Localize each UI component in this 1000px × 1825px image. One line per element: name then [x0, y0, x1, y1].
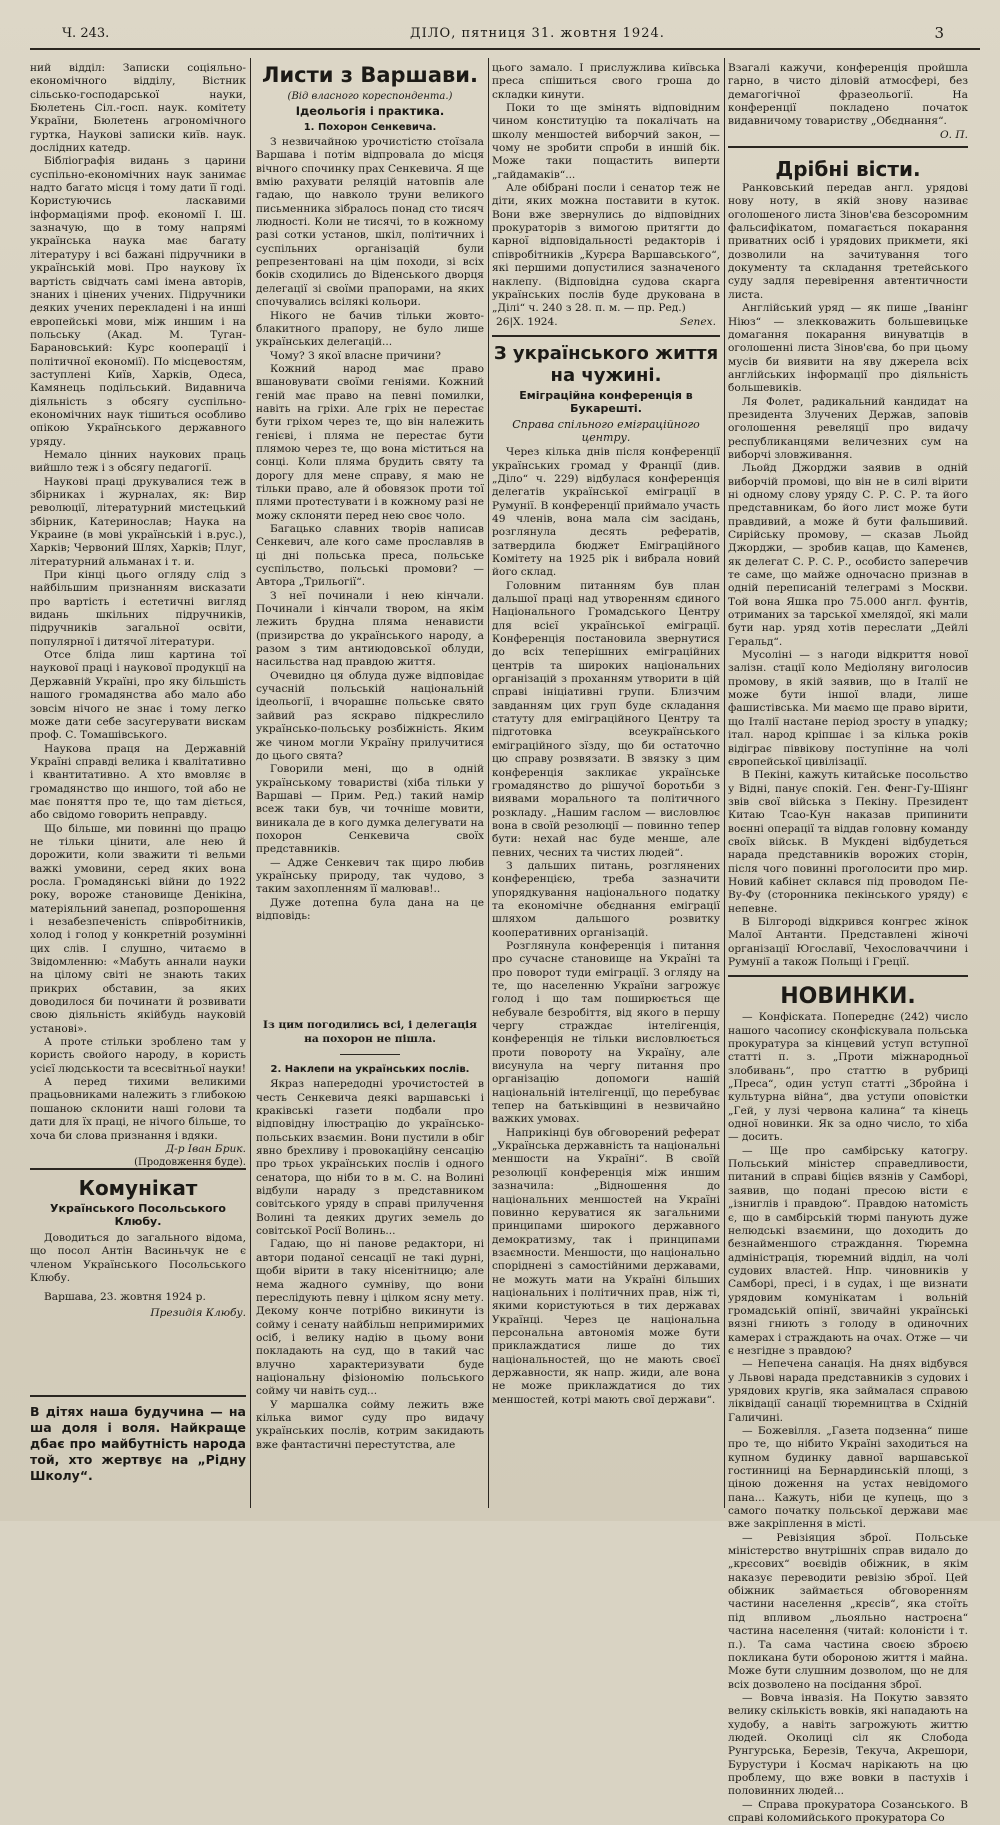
paragraph: Що більше, ми повинні що працю не тільки цінити, але нею й дорожити, коли зважити ті вельми важкі умовини, серед яких вона росла. Громадянські війни до 1922 року, вороже становище Денікіна, матеріяльний занепад, розпорошення і незабезпеченість співробітників, холод і голод у конкретній розумінні цих слів. І слушно, читаємо в Звідомленню: «Мабуть аннали науки на цілому світі не знають таких прикрих обставин, за яких доводилося би починати й розвивати свою діяльність якійбудь науковій установі». — [30, 822, 246, 1035]
paragraph: Дуже дотепна була дана на це відповідь: — [256, 896, 484, 922]
paragraph: Через кілька днів після конференції українських громад у Франції (див. „Діло“ ч. 229) відбулася конференція делегатів української еміграції в Румунії. В конференції приймало участь 49 членів, вона мала сім засідань, розглянула десять рефератів, затвердила бюджет Еміграційного Комітету на 1925 рік і вибрала новий його склад. — [492, 446, 720, 579]
article-date: 26|X. 1924. — [496, 315, 558, 328]
paragraph: Багацько славних творів написав Сенкевич, але кого саме прославляв в ці дні польська преса, польське суспільство, польські промови? — Автора „Трильогії“. — [256, 523, 484, 589]
divider — [728, 975, 968, 977]
divider — [340, 1054, 400, 1055]
issue-number: Ч. 243. — [62, 26, 110, 41]
kommunikat-subtitle: Українського Посольського Клюбу. — [50, 1202, 226, 1228]
news-item: Ранковський передав англ. урядові нову ноту, в якій знову називає оголошеного листа Зінов'єва безсоромним фальсифікатом, помагається покарання приватних осіб і урядових прикмети, які дозволили на зачитування того документу та складання третейського суду задля перевірення автентичности листа. — [728, 182, 968, 301]
paragraph: ний відділ: Записки соціяльно-економічного відділу, Вістник сільсько-господарської науки, Бюлетень Сіл.-госп. наук. комітету України, Бюлетень агрономічного гуртка, Наукові записки київ. наук. дослідних катедр. — [30, 62, 246, 155]
closing-line: Із цим погодились всі, і делегація на похорон не пішла. — [263, 1019, 477, 1045]
article-subtitle-2: Справа спільного еміграційного центру. — [512, 417, 700, 444]
kommunikat-signature: Президія Клюбу. — [150, 1306, 246, 1319]
news-item: — Справа прокуратора Созанського. В справі коломийського прокуратора Со — [728, 1798, 968, 1824]
byline: (Від власного кореспондента.) — [287, 91, 453, 102]
paragraph: цього замало. І прислужлива київська преса спішиться свого гроша до складки кинути. — [492, 62, 720, 101]
news-item: Мусоліні — з нагоди відкриття нової залізн. стації коло Медіоляну виголосив промову, в якій заявив, що в Італії не може бути іншої влади, лише фашистівська. Ми маємо ще право вірити, що Італії настане період зросту в упадку; італ. народ кріпшає і за кілька років відіграє піввікову поступінне на чолі європейської цивілізації. — [728, 649, 968, 768]
paragraph: При кінці цього огляду слід з найбільшим признанням висказати про вартість і естетичні вигляд видань шкільних підручників, підручників загальної освіти, популярної і дитячої літератури. — [30, 569, 246, 648]
divider — [30, 1168, 246, 1170]
paragraph: Розглянула конференція і питання про сучасне становище на Україні та про поворот туди еміграції. З огляду на те, що населенню України загрожує голод і що там поширюється ще небувале безробіття, від якого в першу чергу страждає інтелігенція, конференція не тільки висловлюється проти повороту на Україну, але висунула на чергу питання про організацію допомоги нашій національній інтелігенції, що перебуває тепер на батьківщині в незвичайно важких умовах. — [492, 939, 720, 1126]
page-number: 3 — [934, 24, 944, 42]
page-header — [30, 22, 980, 46]
paragraph: Немало цінних наукових праць вийшло теж і з обсягу педагогії. — [30, 448, 246, 475]
paragraph: Бібліографія видань з царини суспільно-економічних наук занимає надто багато місця і тому дати її годі. Користуючись ласкавими інформаціями проф. економії І. Ш. зазначую, що в тому напрямі українська наука має багату літературу і всі бажані підручники в українській мові. Про наукову їх вартість свідчать самі імена авторів, знаних і цінених учених. Підручники деяких учених перекладені і на инші европейські мови, між иншим і на польську (Акад. М. Туган-Барановський: Курс кооперації і політичної економії). По місцевостям, заступлені Київ, Харків, Одеса, Камянець подільський. Видавнича діяльність з обсягу суспільно-економічних наук тішиться особливо опікою Українського державного уряду. — [30, 155, 246, 448]
paragraph: Поки то ще змінять відповідним чином конституцію та покалічать на школу меншостей виборчий закон, — чому не зробити спроби в иншій бік. Може таки пощастить виперти „гайдамаків“... — [492, 102, 720, 181]
news-item: В Пекіні, кажуть китайське посольство у Відні, панує спокій. Ген. Фенг-Гу-Шіянг звів свої війська з Пекіну. Президент Китаю Тсао-Кун наказав припинити воєнні операції та віддав головну команду своїх військ. В Мукдені відбудеться нарада представників ворожих сторін, після чого повинні проголосити про мир. Новий кабінет склався під проводом Пе-Ву-Фу (сторонника пекінського уряду) є непевне. — [728, 769, 968, 915]
news-item: Ля Фолет, радикальний кандидат на президента Злучених Держав, заповів оголошення ревеляції про видачу республиканцями величезних сум на виборчі зловживання. — [728, 395, 968, 461]
news-item: — Вовча інвазія. На Покутю завзято велику скількість вовків, які нападають на худобу, а навіть загрожують життю людей. Околиці сіл як Слобода Рунгурська, Березів, Текуча, Акрешори, Бурустури і Космач нарікають на цю проблему, що вже вовки в пастухів і половинних людей... — [728, 1691, 968, 1798]
section-heading: 1. Похорон Сенкевича. — [303, 121, 437, 133]
divider — [30, 1395, 246, 1397]
article-footer — [492, 316, 720, 329]
censored-blank — [256, 923, 484, 1019]
paragraph: З незвичайною урочистістю стоїзала Варшава і потім відпровала до місця вічного спочинку прах Сенкевича. Я ще вмію рахувати реляцій натовпів але гадаю, що навколо труни великого письменника зібралось понад сто тисяч людності. Коли не тисячі, то в кожному разі сотки установ, шкіл, політичних і суспільних організацій були репрезентовані на цім походи, зі всіх боків сходились до Віденського дворця делегації зі своїми прапорами, на яких спочувались всілякі кольори. — [256, 136, 484, 309]
article-subtitle: Еміграційна конференція в Букарешті. — [519, 388, 693, 416]
kommunikat-text: Доводиться до загального відома, що посол Антін Васиньчук не є членом Українського Посольського Клюбу. — [30, 1232, 246, 1285]
paragraph: Говорили мені, що в одній українському товаристві (хіба тільки у Варшаві — Прим. Ред.) такий намір всеж таки був, чи точніше мовити, виникала де в кого думка делегувати на похорон Сенкевича своїх представників. — [256, 763, 484, 856]
news-item: В Білгороді відкрився конгрес жінок Малої Антанти. Представлені жіночі організації Югославії, Чехословаччини і Румунії а також Польщі і Греції. — [728, 915, 968, 968]
divider — [728, 146, 968, 148]
paragraph: Чому? З якої власне причини? — [270, 349, 441, 362]
column-rule — [488, 58, 489, 1508]
news-item: — Божевілля. „Газета подзенна“ пише про те, що нібито Україні заходиться на купном будинку давної варшавської гостинниці на Бернардинській площі, з ціною доження на устах невідомого пана... Кажуть, ніби це купець, що з самого початку польської держави має вже закріплення в місті. — [728, 1425, 968, 1531]
article-signature: О. П. — [939, 128, 968, 141]
section-title: НОВИНКИ. — [780, 984, 916, 1010]
article-subtitle: Ідеольогія і практика. — [295, 104, 445, 119]
paragraph: Гадаю, що ні панове редактори, ні автори поданої сенсації не такі дурні, щоби вірити в таку нісенітницю; але нема жадного сумніву, що вони переслідують певну і цілком ясну мету. Декому конче потрібно викинути із сойму і сенату найбільш непримиримих осіб, і велику надію в цьому вони покладають на суд, що в такий час влучно характеризувати буде національну фізіономію польського сойму чи навіть суд... — [256, 1238, 484, 1398]
paragraph: — Адже Сенкевич так щиро любив українську природу, так чудово, з таким захопленням її малював!.. — [256, 856, 484, 896]
paragraph: Наукові праці друкувалися теж в збірниках і журналах, як: Вир революції, літературний мистецький збірник, Катеринослав; Наука на Украине (в мові українській і в.рус.), Харків; Червоний Шлях, Харків; Плуг, літературний альманах і т. и. — [30, 475, 246, 568]
paragraph: Отсе бліда лиш картина тої наукової праці і наукової продукції на Державній Україні, про яку більшість нашого громадянства або мало або зовсім нічого не знає і тому легко може дати себе засугерувати вискам проф. С. Томашівського. — [30, 649, 246, 742]
paragraph: Але обібрані посли і сенатор теж не діти, яких можна поставити в куток. Вони вже звернулись до відповідних прокураторів з вимогою притягти до карної відповідальності редакторів і співробітників „Курєра Варшавського“, які першими допустилися зазначеного наклепу. (Відповідна судова скарга українських послів буде друкована в „Ділі“ ч. 240 з 28. п. м. — пр. Ред.) — [492, 182, 720, 315]
paragraph: З дальших питань, розглянених конференцією, треба зазначити упорядкування національного податку та економічне обєднання еміграції шляхом дальшого розвитку кооперативних організацій. — [492, 859, 720, 939]
header-rule — [30, 48, 980, 50]
article-author: Senex. — [680, 315, 716, 328]
news-item: — Ще про самбірську катогру. Польський міністер справедливости, питаний в справі біцієв вязнів у Самборі, заявив, що подані пресою вісти є „ізниглів і правдою“. Правдою натомість є, що в самбірській тюрмі панують дуже нелюдські взаємини, що доходить до безнайменшого страждання. Тюремна адміністрація, тюремний відділ, на чолі судових властей. Нпр. чиновників у Самборі, пресі, і в судах, і ще визнати урядовим комунікатам і вольній громадській опінії, звичайні українські вязні гниють з голоду в одиночних камерах і страждають на очах. Отже — чи є незгідне з правдою? — [728, 1144, 968, 1357]
paragraph: Взагалі кажучи, конференція пройшла гарно, в чисто діловій атмосфері, без демагогічної фразеольогії. На конференції покладено початок видавничому товариству „Обєднання“. — [728, 62, 968, 128]
rodna-shkola-appeal: В дітях наша будучина — на ша доля і воля. Найкраще дбає про майбутність народа той, хто жертвує на „Рідну Школу“. — [30, 1404, 246, 1483]
article-signature: Д-р Іван Брик. — [165, 1142, 246, 1155]
article-title: З українського життя на чужині. — [493, 342, 719, 386]
continuation-note: (Продовження буде). — [134, 1157, 246, 1169]
paragraph: Кожний народ має право вшановувати своїми геніями. Кожний геній має право на певні помилки, навіть на гріхи. Але гріх не перестає бути гріхом через те, що він належить генієві, і пляма не перестає бути плямою через те, що вона міститься на сонці. Коли пляма брудить святу та дорогу для мене справу, я маю не тільки право, але й обовязок проти тої плями протестувати і в кожному разі не можу склоняти перед нею своє чоло. — [256, 362, 484, 522]
paragraph: Якраз напередодні урочистостей в честь Сенкевича деякі варшавські і краківські газети подбали про відповідну ілюстрацію до українсько-польських взаємин. Вони пустили в обіг явно брехливу і провокаційну сенсацію про трьох українських послів і одного сенатора, що ніби то в м. С. на Волині відбули нараду з представником совітського уряду в справі прилучення Волині та деяких других земель до совітської Росії Волинь... — [256, 1078, 484, 1238]
paragraph: Нікого не бачив тільки жовто-блакитного прапору, не було лише українських делегацій... — [256, 309, 484, 349]
news-item: Льойд Джорджи заявив в одній виборчій промові, що він не в силі вірити ні одному слову уряду С. Р. С. Р. та його представникам, бо його лист може бути правдивий, а може й бути фальшивий. Сирійську промову, — сказав Льойд Джорджи, — зробив кацав, що Каменєв, як делегат С. Р. С. Р., особисто заперечив те саме, що майже одночасно признав в одній переписаній телеграмі з Москви. Той вона Яшка про 75.000 англ. фунтів, отриманих за тарської хмелядої, які мали бути нар. уряд хотів переслати „Дейлі Геральд“. — [728, 462, 968, 648]
paragraph: А перед тихими великими працьовниками належить з глибокою пошаною склонити наші голови та дати для їх праці, не нічого більше, то хоча би слова признання і вдяки. — [30, 1076, 246, 1142]
paragraph: У маршалка сойму лежить вже кілька вимог суду про видачу українських послів, котрим закидають вже фантастичні перестутства, але — [256, 1398, 484, 1451]
section-heading: 2. Наклепи на українських послів. — [270, 1064, 470, 1075]
kommunikat-box — [30, 1176, 246, 1322]
news-item: — Непечена санація. На днях відбувся у Львові нарада представників з судових і урядових кругів, яка займалася справою ліквідації санації тюремництва в Східній Галичині. — [728, 1358, 968, 1424]
column-rule — [250, 58, 251, 1508]
column-3 — [492, 62, 720, 1502]
column-2 — [256, 62, 484, 1502]
paragraph: Наукова праця на Державній Україні справді велика і квалітативно і квантитативно. А хто вмовляє в громадянство що иншого, той або не має поняття про те, що там діється, або свідомо говорить неправду. — [30, 742, 246, 822]
kommunikat-title: Комунікат — [78, 1176, 198, 1200]
column-rule — [724, 58, 725, 1508]
paragraph: Наприкінці був обговорений реферат „Українська державність та національні меншости на Україні“. В своїй резолюції конференція між иншим зазначила: „Відношення до національних меншостей на Україні повинно керуватися як загальними принципами широкого державного демократизму, так і принципами взаємности. Меншости, що національно споріднені з самостійними державами, не можуть мати на Україні більших національних і політичних прав, ніж ті, якими користуються в тих державах Українці. Через це національна персональна автономія може бути приклаждатися лише до тих національностей, що не мають своєї державности, як напр. жиди, але вона не може приклаждатися до тих меншостей, котрі мають свої держави“. — [492, 1126, 720, 1406]
news-item: — Конфіската. Попереднє (242) число нашого часопису сконфіскувала польська прокуратура за кінцевий уступ вступної статті п. з. „Проти міжнародньої злобивань“, про статтю в рубриці „Преса“, один уступ статті „Збройна і культурна війна“, два уступи оповістки „Гей, у лузі червона калина“ та кінець одної новинки. Як за одно число, то хіба — досить. — [728, 1011, 968, 1144]
section-title: Дрібні вісти. — [775, 157, 921, 182]
paragraph: Головним питанням був план дальшої праці над утворенням єдиного Національного Громадського Центру для всієї української еміграції. Конференція постановила звернутися до всіх теперішних еміграційних центрів та широких національних організацій з проханням утворити в цій справі ініціативні групи. Близчим завданням цих груп буде складання статуту для еміграційного Центру та підготовка всеукраїнського еміграційного зїзду, що би остаточно цю справу розвязати. В звязку з цим конференція закликає українське громадянство до рішучої боротьби з виявами морального та політичного розкладу. „Нашим гаслом — висловлює вона в своїй резолюції — повинно тепер бути: нехай нас буде менше, але певних, чесних та чистих людей“. — [492, 579, 720, 859]
news-item: Англійський уряд — як пише „Іванінг Ніюз“ — злекковажить большевицьке домагання покарання винуватців в оголошенні листа Зінов'єва, бо при цьому мусів би виявити на яву джерела всіх англійських інформації про діяльність большевиків. — [728, 302, 968, 395]
paragraph: Очевидно ця облуда дуже відповідає сучасній польській національній ідеольогії, і вчорашнє польське свято зайвий раз яскраво підкреслило українсько-польську розбіжність. Яким же чином могли Україну прилучитися до цього свята? — [256, 669, 484, 762]
masthead-line: ДІЛО, пятниця 31. жовтня 1924. — [410, 26, 665, 41]
column-4 — [728, 62, 968, 1824]
divider — [492, 335, 720, 337]
article-title: Листи з Варшави. — [262, 63, 478, 87]
paragraph: А проте стільки зроблено там у користь свойого народу, в користь усієї людськости та всесвітньої науки! — [30, 1036, 247, 1075]
column-1 — [30, 62, 247, 1169]
paragraph: З неї починали і нею кінчали. Починали і кінчали твором, на якім лежить брудна пляма ненависти (призирства до українського народу, а разом з тим антиюдовської облуди, насильства над правдою життя. — [256, 589, 484, 669]
kommunikat-date: Варшава, 23. жовтня 1924 р. — [44, 1291, 206, 1304]
news-item: — Ревізіяция зброї. Польське міністерство внутрішніх справ видало до „крєсових“ воєвідів обіжник, в якім наказує переводити ревізію зброї. Цей обіжник займається обговоренням частини населення „крєсів“, яка стоїть під впливом „льояльно настроєна“ частина населення (читай: колоністи і т. п.). Та сама частина своєю зброєю покликана бути обороною життя і майна. Може бути слушним дозволом, що не для всіх дозволено на посідання зброї. — [728, 1531, 968, 1691]
